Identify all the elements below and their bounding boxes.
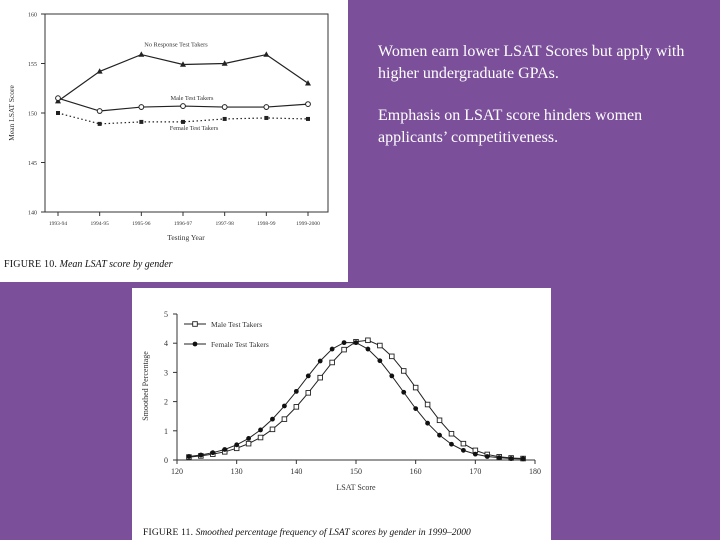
- data-point-square: [318, 375, 323, 380]
- data-point-circle: [198, 453, 203, 458]
- data-point-square: [437, 418, 442, 423]
- y-tick-label: 1: [164, 426, 168, 436]
- data-point-triangle: [138, 51, 144, 56]
- slide-paragraph: Emphasis on LSAT score hinders women applicants’ competitiveness.: [378, 107, 643, 146]
- data-point-square: [461, 441, 466, 446]
- x-tick-label: 1998-99: [257, 221, 276, 227]
- data-point-square: [342, 347, 347, 352]
- data-point-circle: [413, 406, 418, 411]
- x-tick-label: 130: [230, 467, 243, 476]
- data-point-circle: [246, 436, 251, 441]
- data-point-circle: [270, 417, 275, 422]
- x-tick-label: 140: [290, 467, 303, 476]
- x-tick-label: 170: [469, 467, 482, 476]
- x-tick-label: 150: [350, 467, 362, 476]
- figure-score-distribution: [132, 288, 551, 540]
- data-point-circle: [282, 404, 287, 409]
- series-label: No Response Test Takers: [144, 41, 208, 49]
- legend-label: Female Test Takers: [211, 340, 269, 349]
- data-point-circle: [354, 340, 359, 345]
- series-label: Male Test Takers: [170, 95, 214, 103]
- data-point-circle: [187, 454, 192, 459]
- data-point-circle: [366, 347, 371, 352]
- data-point-circle: [222, 105, 227, 110]
- data-point-circle: [401, 390, 406, 395]
- data-point-square: [246, 441, 251, 446]
- x-tick-label: 120: [171, 467, 183, 476]
- data-point-square: [330, 360, 335, 365]
- data-point-circle: [389, 374, 394, 379]
- y-tick-label: 150: [28, 111, 37, 118]
- data-point-circle: [330, 347, 335, 352]
- legend-marker: [193, 342, 198, 347]
- data-point-circle: [139, 105, 144, 110]
- x-tick-label: 1999-2000: [296, 221, 320, 227]
- y-tick-label: 3: [164, 368, 168, 378]
- y-tick-label: 2: [164, 397, 168, 407]
- data-point-circle: [425, 421, 430, 426]
- data-point-square: [56, 111, 60, 115]
- data-point-triangle: [263, 51, 269, 56]
- data-point-square: [401, 369, 406, 374]
- y-tick-label: 145: [28, 161, 37, 167]
- series-line: [189, 340, 523, 458]
- data-point-square: [413, 385, 418, 390]
- data-point-circle: [473, 452, 478, 457]
- x-tick-label: 180: [529, 467, 541, 476]
- slide-text: [378, 41, 708, 169]
- caption-text: Mean LSAT score by gender: [59, 259, 173, 270]
- x-tick-label: 1994-95: [90, 221, 109, 227]
- figure-10-caption: [4, 259, 173, 270]
- data-point-triangle: [305, 80, 311, 85]
- legend-marker: [193, 322, 198, 327]
- x-tick-label: 1996-97: [173, 221, 193, 227]
- data-point-square: [264, 116, 268, 120]
- data-point-square: [98, 122, 102, 126]
- data-point-circle: [437, 433, 442, 438]
- data-point-circle: [222, 447, 227, 452]
- series-label: Female Test Takers: [169, 124, 219, 132]
- data-point-circle: [210, 450, 215, 455]
- x-axis-label: LSAT Score: [336, 483, 376, 492]
- data-point-square: [181, 120, 185, 124]
- data-point-circle: [377, 358, 382, 363]
- data-point-square: [223, 117, 227, 121]
- data-point-square: [139, 120, 143, 124]
- caption-text: Smoothed percentage frequency of LSAT scores by gender in 1999–2000: [195, 528, 471, 538]
- mean-lsat-chart: [0, 0, 348, 256]
- data-point-circle: [461, 448, 466, 453]
- data-point-circle: [497, 455, 502, 460]
- data-point-square: [270, 427, 275, 432]
- y-tick-label: 5: [164, 310, 168, 319]
- data-point-circle: [264, 105, 269, 110]
- figure-11-caption: [143, 528, 471, 538]
- caption-number: FIGURE 11.: [143, 528, 194, 538]
- data-point-square: [449, 431, 454, 436]
- data-point-circle: [294, 389, 299, 394]
- caption-number: FIGURE 10.: [4, 259, 58, 270]
- data-point-square: [258, 435, 263, 440]
- x-tick-label: 1995-96: [132, 221, 151, 227]
- y-axis-label: Mean LSAT Score: [7, 85, 16, 141]
- data-point-circle: [449, 442, 454, 447]
- data-point-square: [390, 354, 395, 359]
- data-point-circle: [97, 109, 102, 114]
- data-point-square: [425, 402, 430, 407]
- data-point-circle: [306, 374, 311, 379]
- data-point-square: [282, 417, 287, 422]
- data-point-circle: [258, 428, 263, 433]
- data-point-circle: [306, 102, 311, 107]
- data-point-square: [294, 405, 299, 410]
- data-point-square: [378, 343, 383, 348]
- y-tick-label: 0: [164, 456, 168, 465]
- data-point-circle: [56, 96, 61, 101]
- figure-mean-lsat-by-gender: [0, 0, 348, 282]
- lsat-distribution-chart: [132, 288, 551, 524]
- data-point-square: [306, 117, 310, 121]
- series-line: [189, 343, 523, 459]
- data-point-circle: [509, 456, 514, 461]
- slide-paragraph: Women earn lower LSAT Scores but apply with higher undergraduate GPAs.: [378, 43, 685, 82]
- data-point-circle: [318, 359, 323, 364]
- y-axis-label: Smoothed Percentage: [141, 351, 150, 421]
- data-point-square: [306, 391, 311, 396]
- y-tick-label: 155: [28, 62, 37, 68]
- legend-label: Male Test Takers: [211, 320, 263, 329]
- data-point-circle: [485, 454, 490, 459]
- y-tick-label: 4: [164, 339, 168, 349]
- data-point-circle: [342, 340, 347, 345]
- data-point-circle: [521, 456, 526, 461]
- data-point-circle: [234, 442, 239, 447]
- y-tick-label: 140: [28, 210, 37, 217]
- y-tick-label: 160: [28, 12, 37, 19]
- x-axis-label: Testing Year: [167, 233, 205, 242]
- data-point-circle: [181, 104, 186, 109]
- x-tick-label: 160: [409, 467, 422, 476]
- x-tick-label: 1997-98: [215, 221, 234, 227]
- data-point-square: [366, 338, 371, 343]
- x-tick-label: 1993-94: [48, 221, 68, 227]
